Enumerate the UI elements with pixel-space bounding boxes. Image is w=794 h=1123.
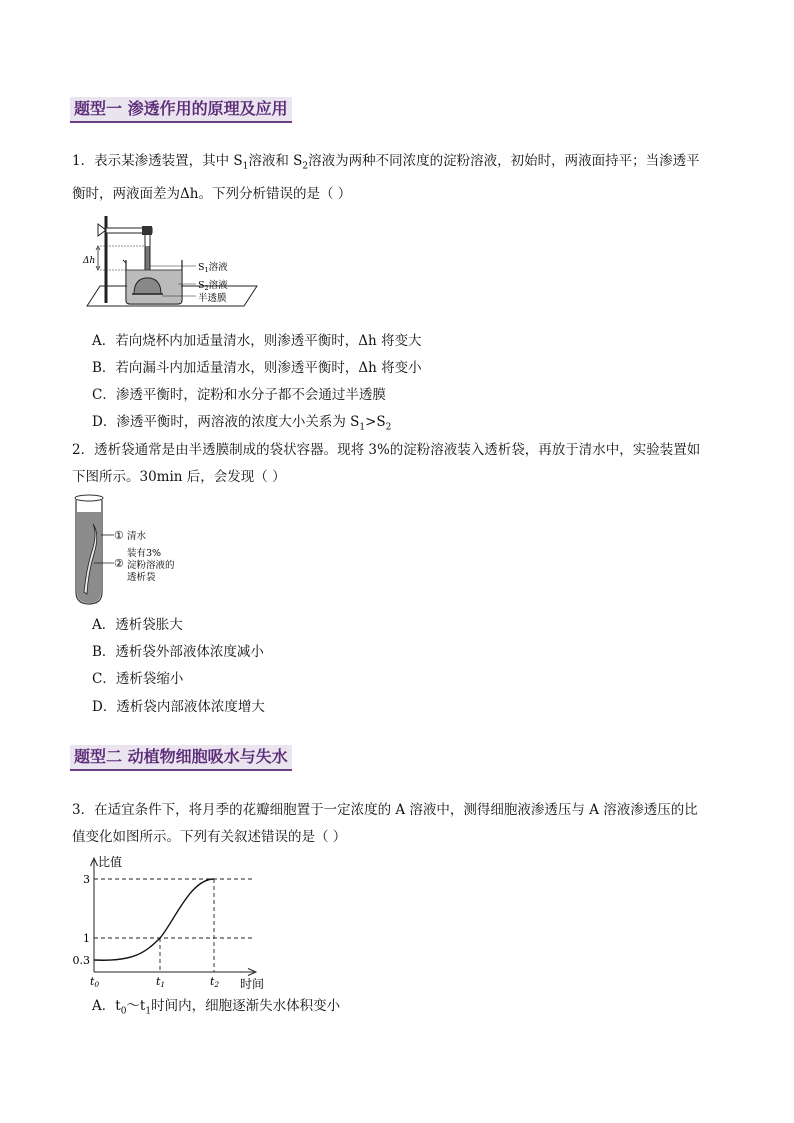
ratio-chart <box>68 850 288 990</box>
question-3-line-1: 3．在适宜条件下，将月季的花瓣细胞置于一定浓度的 A 溶液中，测得细胞液渗透压与 A 溶液渗透压的比 <box>72 802 698 818</box>
section-heading-2: 题型二 动植物细胞吸水与失水 <box>70 745 292 771</box>
question-2-line-2: 下图所示。30min 后，会发现（ ） <box>72 469 286 485</box>
question-3-text <box>72 797 722 851</box>
question-2-line-1: 2．透析袋通常是由半透膜制成的袋状容器。现将 3%的淀粉溶液装入透析袋，再放于清水中，实验装置如 <box>72 442 701 458</box>
question-1-line-1: 1．表示某渗透装置，其中 $S_1$溶液和 $S_2$溶液为两种不同浓度的淀粉溶液，初始时，两液面持平；当渗透平 <box>72 153 700 172</box>
label-water: 清水 <box>127 531 147 542</box>
x-tick-label-1: t1 <box>156 975 166 989</box>
test-tube-figure <box>70 492 200 608</box>
q2-option-a: A．透析袋胀大 <box>92 617 183 633</box>
q2-option-d: D．透析袋内部液体浓度增大 <box>92 699 265 715</box>
ratio-curve <box>94 879 214 960</box>
q1-option-a: A．若向烧杯内加适量清水，则渗透平衡时，Δh 将变大 <box>92 333 422 349</box>
s1-solution-label: $S_1$溶液 <box>198 262 228 274</box>
q1-option-b: B．若向漏斗内加适量清水，则渗透平衡时，Δh 将变小 <box>92 360 422 376</box>
osmosis-apparatus-figure <box>82 208 272 312</box>
y-tick-label-2: 0.3 <box>72 954 90 967</box>
q2-option-c: C．透析袋缩小 <box>92 671 184 687</box>
s2-solution-label: $S_2$溶液 <box>198 280 228 292</box>
question-1-line-2: 衡时，两液面差为Δh。下列分析错误的是（ ） <box>72 185 352 202</box>
question-2-text <box>72 437 722 491</box>
question-1-text <box>72 148 722 208</box>
delta-h-label: Δh <box>83 256 96 266</box>
label-bag-line-1: 装有3% <box>127 548 162 559</box>
y-tick-label-0: 3 <box>83 873 90 886</box>
q1-option-d: D．渗透平衡时，两溶液的浓度大小关系为 $S_1>S_2$ <box>92 414 392 433</box>
label-bag-line-3: 透析袋 <box>127 572 156 583</box>
question-3-line-2: 值变化如图所示。下列有关叙述错误的是（ ） <box>72 829 347 845</box>
y-axis-label: 比值 <box>98 855 123 869</box>
membrane-label: 半透膜 <box>198 293 227 304</box>
label-bag-line-2: 淀粉溶液的 <box>127 560 175 571</box>
x-tick-label-2: t2 <box>210 975 220 989</box>
x-tick-label-0: t0 <box>90 975 100 989</box>
q2-option-b: B．透析袋外部液体浓度减小 <box>92 644 264 660</box>
marker-2: ② <box>114 557 124 570</box>
section-heading-1: 题型一 渗透作用的原理及应用 <box>70 97 292 123</box>
marker-1: ① <box>114 529 124 542</box>
q1-option-c: C．渗透平衡时，淀粉和水分子都不会通过半透膜 <box>92 387 386 403</box>
q3-option-a: A．$t_0\sim t_1$时间内，细胞逐渐失水体积变小 <box>92 998 341 1017</box>
x-axis-label: 时间 <box>240 977 265 990</box>
y-tick-label-1: 1 <box>83 932 90 945</box>
